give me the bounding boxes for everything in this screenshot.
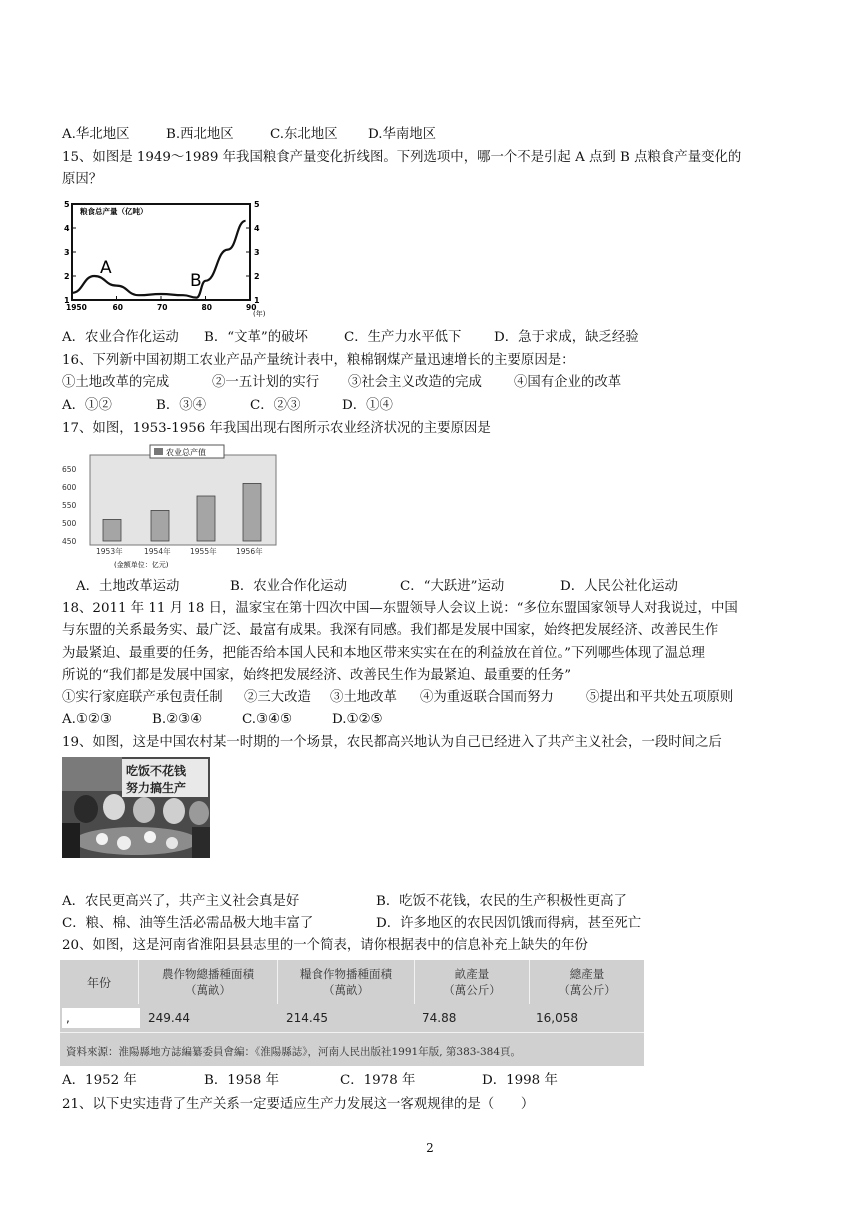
chart17-note: (金额单位：亿元) (114, 561, 169, 569)
q16-option-a: A．①② (62, 398, 112, 413)
q16-item-4: ④国有企业的改革 (514, 375, 622, 390)
q19-option-b: B．吃饭不花钱，农民的生产积极性更高了 (376, 894, 627, 909)
q19-options-row-2 (62, 915, 641, 933)
q20-header-total-output: 總產量 （萬公斤） (558, 967, 616, 997)
q20-cell-year-blank: , (62, 1008, 140, 1028)
chart17-xtick-label: 1955年 (190, 547, 217, 556)
chart15-xlabel: (年) (253, 310, 266, 318)
q18-item-1: ①实行家庭联产承包责任制 (62, 690, 223, 705)
q18-item-3: ③土地改革 (330, 690, 397, 705)
q20-cell-grain-sown: 214.45 (286, 1011, 328, 1025)
q16-option-b: B．③④ (156, 398, 207, 413)
q17-option-c: C．“大跃进”运动 (400, 579, 505, 594)
q19-stem: 19、如图，这是中国农村某一时期的一个场景，农民都高兴地认为自己已经进入了共产主义社会，一段时间之后 (62, 735, 722, 750)
chart17-bar (151, 510, 169, 541)
q18-items (62, 689, 733, 707)
q19-photo-scene (62, 757, 210, 858)
chart15-annotation-a: A (100, 258, 112, 278)
q17-option-b: B．农业合作化运动 (230, 579, 347, 594)
chart15-ytick-left: 1 (64, 296, 70, 305)
chart15-xtick-label: 70 (157, 303, 168, 312)
chart15-annotation-b: B (190, 271, 202, 291)
q20-header-year: 年份 (60, 960, 139, 1004)
q15-line-chart (62, 196, 282, 324)
chart17-ytick-label: 550 (62, 501, 77, 510)
q20-cell-total-output: 16,058 (536, 1011, 578, 1025)
q14-option-d: D.华南地区 (368, 127, 437, 142)
q16-item-1: ①土地改革的完成 (62, 375, 170, 390)
q14-options (62, 126, 436, 144)
chart17-ytick-label: 450 (62, 537, 77, 546)
page-number: 2 (426, 1141, 434, 1155)
q20-option-b: B．1958 年 (204, 1073, 279, 1088)
q17-option-d: D．人民公社化运动 (560, 579, 678, 594)
q16-item-3: ③社会主义改造的完成 (348, 375, 482, 390)
q16-stem: 16、下列新中国初期工农业产品产量统计表中，粮棉钢煤产量迅速增长的主要原因是： (62, 353, 575, 368)
q20-header-per-mu: 畝產量 （萬公斤） (415, 960, 530, 1004)
q14-option-a: A.华北地区 (62, 127, 130, 142)
chart17-ytick-label: 500 (62, 519, 77, 528)
chart17-bar (243, 483, 261, 541)
q20-table-image (60, 960, 644, 1066)
q19-option-c: C．粮、棉、油等生活必需品极大地丰富了 (62, 916, 314, 931)
q20-table-row (60, 1006, 644, 1030)
q18-option-b: B.②③④ (152, 712, 203, 727)
q19-photo-banner-line-2: 努力搞生产 (126, 781, 187, 795)
q17-option-a: A．土地改革运动 (76, 579, 180, 594)
q16-option-c: C．②③ (250, 398, 301, 413)
q18-line-3: 为最紧迫、最重要的任务，把能否给本国人民和本地区带来实实在在的利益放在首位。”下列哪些体现了温总理 (62, 646, 705, 661)
q20-option-c: C．1978 年 (340, 1073, 416, 1088)
q15-option-c: C．生产力水平低下 (344, 330, 462, 345)
q16-items (62, 374, 621, 392)
q20-header-grain-sown: 糧食作物播種面積 （萬畝） (278, 960, 415, 1004)
q15-stem-1: 15、如图是 1949～1989 年我国粮食产量变化折线图。下列选项中，哪一个不是引起 A 点到 B 点粮食产量变化的 (62, 150, 742, 165)
q18-options (62, 711, 383, 729)
q16-item-2: ②一五计划的实行 (212, 375, 320, 390)
q20-table-header (60, 960, 644, 1004)
q19-options-row-1 (62, 893, 627, 911)
q18-line-2: 与东盟的关系最务实、最广泛、最富有成果。我深有同感。我们都是发展中国家，始终把发展经济、改善民生作 (62, 623, 719, 638)
q14-option-c: C.东北地区 (270, 127, 338, 142)
chart15-ytick-right: 5 (254, 200, 260, 209)
q18-item-2: ②三大改造 (244, 690, 311, 705)
q20-option-a: A．1952 年 (62, 1073, 137, 1088)
chart17-ytick-label: 600 (62, 483, 77, 492)
q18-item-4: ④为重返联合国而努力 (420, 690, 554, 705)
q20-cell-total-sown: 249.44 (148, 1011, 190, 1025)
chart17-legend-swatch (154, 448, 163, 455)
q15-stem-2: 原因？ (62, 172, 103, 187)
chart15-ytick-right: 1 (254, 296, 260, 305)
q19-photo-banner-line-1: 吃饭不花钱 (126, 764, 187, 778)
chart17-xtick-label: 1953年 (96, 547, 123, 556)
q20-header-total-sown: 農作物總播種面積 （萬畝） (139, 960, 278, 1004)
q17-stem: 17、如图，1953-1956 年我国出现右图所示农业经济状况的主要原因是 (62, 421, 491, 436)
chart15-xtick-label: 1950 (66, 303, 87, 312)
chart17-bar (103, 519, 121, 541)
q20-stem: 20、如图，这是河南省淮阳县县志里的一个简表，请你根据表中的信息补充上缺失的年份 (62, 938, 588, 953)
q20-cell-per-mu: 74.88 (422, 1011, 457, 1025)
q15-option-a: A．农业合作化运动 (62, 330, 179, 345)
chart17-xtick-label: 1956年 (236, 547, 263, 556)
q18-line-4: 所说的“我们都是发展中国家，始终把发展经济、改善民生作为最紧迫、最重要的任务” (62, 668, 572, 683)
chart15-ytick-left: 3 (64, 248, 70, 257)
chart15-ytick-left: 5 (64, 200, 70, 209)
chart15-ytick-right: 4 (254, 224, 260, 233)
q16-option-d: D．①④ (342, 398, 393, 413)
chart17-bar (197, 496, 215, 541)
chart15-ytick-right: 3 (254, 248, 260, 257)
chart15-ylabel: 粮食总产量（亿吨） (80, 207, 148, 216)
chart15-xtick-label: 60 (112, 303, 123, 312)
chart15-ytick-right: 2 (254, 272, 260, 281)
q19-commune-canteen-photo (62, 757, 210, 858)
q18-item-5: ⑤提出和平共处五项原则 (586, 690, 734, 705)
chart15-xtick-label: 90 (246, 303, 257, 312)
q19-option-d: D．许多地区的农民因饥饿而得病，甚至死亡 (376, 916, 642, 931)
q15-option-d: D．急于求成，缺乏经验 (494, 330, 639, 345)
q18-line-1: 18、2011 年 11 月 18 日，温家宝在第十四次中国—东盟领导人会议上说：“多位东盟国家领导人对我说过，中国 (62, 601, 738, 616)
q17-bar-chart (62, 441, 282, 573)
q18-option-c: C.③④⑤ (242, 712, 293, 727)
q20-options (62, 1072, 558, 1090)
q18-option-d: D.①②⑤ (332, 712, 383, 727)
q15-options (62, 329, 639, 347)
chart15-xtick-label: 80 (201, 303, 212, 312)
chart17-ytick-label: 650 (62, 465, 77, 474)
q17-options (76, 578, 678, 596)
chart15-series-line (72, 221, 246, 298)
q21-stem: 21、以下史实违背了生产关系一定要适应生产力发展这一客观规律的是（ ） (62, 1097, 535, 1112)
q16-options (62, 397, 393, 415)
q15-option-b: B．“文革”的破坏 (204, 330, 308, 345)
q19-option-a: A．农民更高兴了，共产主义社会真是好 (62, 894, 300, 909)
q18-option-a: A.①②③ (62, 712, 112, 727)
chart17-xtick-label: 1954年 (144, 547, 171, 556)
chart17-legend-label: 农业总产值 (166, 448, 206, 457)
q14-option-b: B.西北地区 (166, 127, 234, 142)
q20-option-d: D．1998 年 (482, 1073, 558, 1088)
q20-table-source: 資料來源：淮陽縣地方誌編纂委員會編：《淮陽縣誌》，河南人民出版社1991年版, 第383-384頁。 (66, 1046, 522, 1058)
chart15-ytick-left: 4 (64, 224, 70, 233)
chart15-ytick-left: 2 (64, 272, 70, 281)
